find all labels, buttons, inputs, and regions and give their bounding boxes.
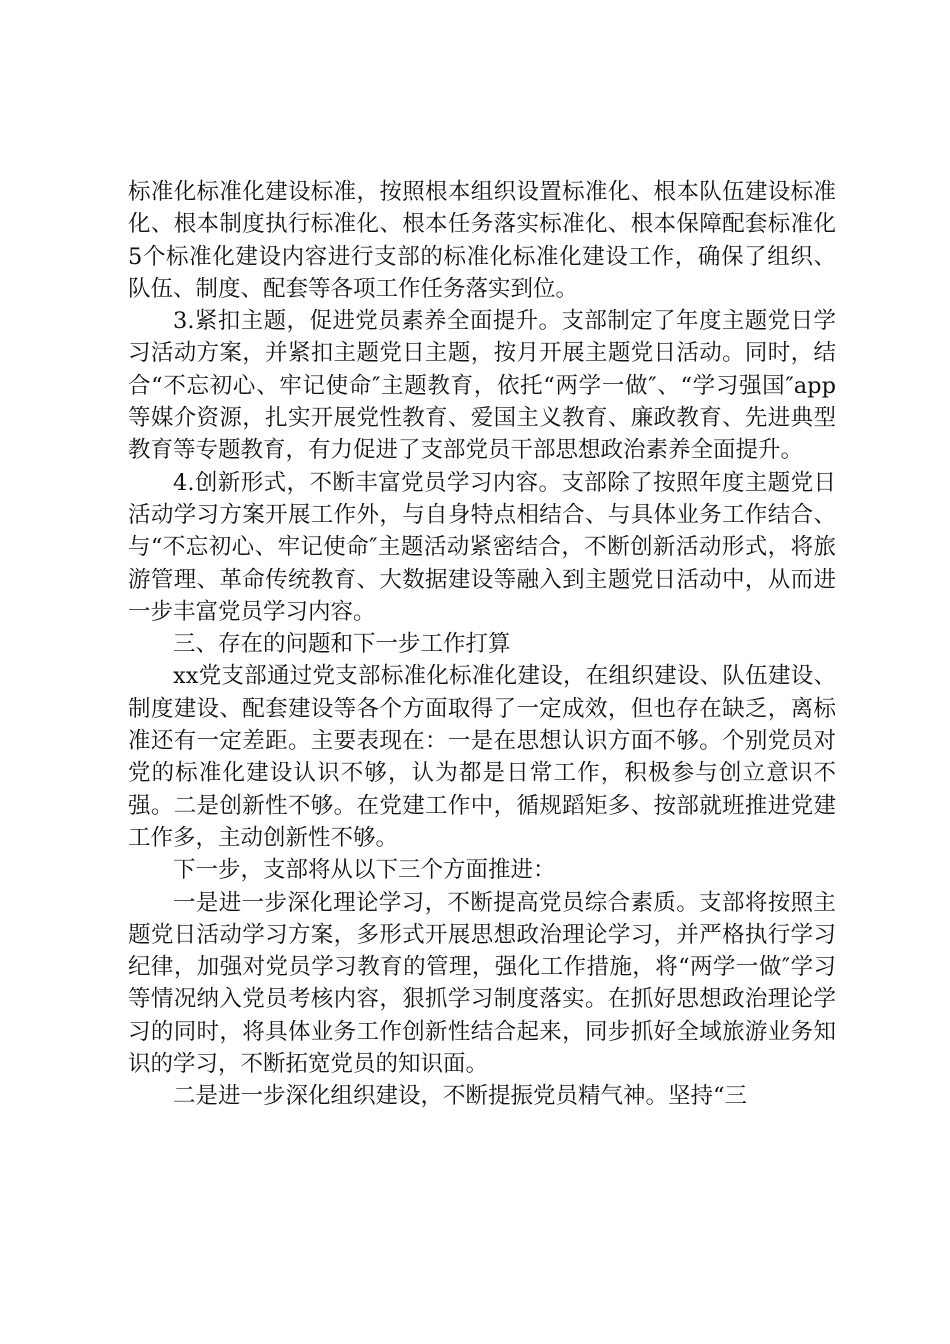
paragraph-next-step-1: 一是进一步深化理论学习，不断提高党员综合素质。支部将按照主题党日活动学习方案，多形式开展思想政治理论学习，并严格执行学习纪律，加强对党员学习教育的管理，强化工作措施，将“两学一做″学习等情况纳入党员考核内容，狠抓学习制度落实。在抓好思想政治理论学习的同时，将具体业务工作创新性结合起来，同步抓好全域旅游业务知识的学习，不断拓宽党员的知识面。 [128,889,836,1078]
paragraph-next-step-2: 二是进一步深化组织建设，不断提振党员精气神。坚持“三 [173,1083,748,1110]
section-heading-3: 三、存在的问题和下一步工作打算 [173,631,511,658]
paragraph-problems: xx党支部通过党支部标准化标准化建设，在组织建设、队伍建设、制度建设、配套建设等各个方面取得了一定成效，但也存在缺乏，离标准还有一定差距。主要表现在：一是在思想认识方面不够。个别党员对党的标准化建设认识不够，认为都是日常工作，积极参与创立意识不强。二是创新性不够。在党建工作中，循规蹈矩多、按部就班推进党建工作多，主动创新性不够。 [128,663,836,851]
paragraph-item-3: 3.紧扣主题，促进党员素养全面提升。支部制定了年度主题党日学习活动方案，并紧扣主题党日主题，按月开展主题党日活动。同时，结合“不忘初心、牢记使命″主题教育，依托“两学一做″、“学习强国″app等媒介资源，扎实开展党性教育、爱国主义教育、廉政教育、先进典型教育等专题教育，有力促进了支部党员干部思想政治素养全面提升。 [128,308,836,464]
paragraph-next-steps-intro: 下一步，支部将从以下三个方面推进： [173,857,556,884]
document-body [128,176,836,1113]
paragraph-item-4: 4.创新形式，不断丰富党员学习内容。支部除了按照年度主题党日活动学习方案开展工作外，与自身特点相结合、与具体业务工作结合、与“不忘初心、牢记使命″主题活动紧密结合，不断创新活动形式，将旅游管理、革命传统教育、大数据建设等融入到主题党日活动中，从而进一步丰富党员学习内容。 [128,469,836,625]
paragraph-standardization-continued: 标准化标准化建设标准，按照根本组织设置标准化、根本队伍建设标准化、根本制度执行标准化、根本任务落实标准化、根本保障配套标准化5个标准化建设内容进行支部的标准化标准化建设工作，确保了组织、队伍、制度、配套等各项工作任务落实到位。 [128,179,836,302]
